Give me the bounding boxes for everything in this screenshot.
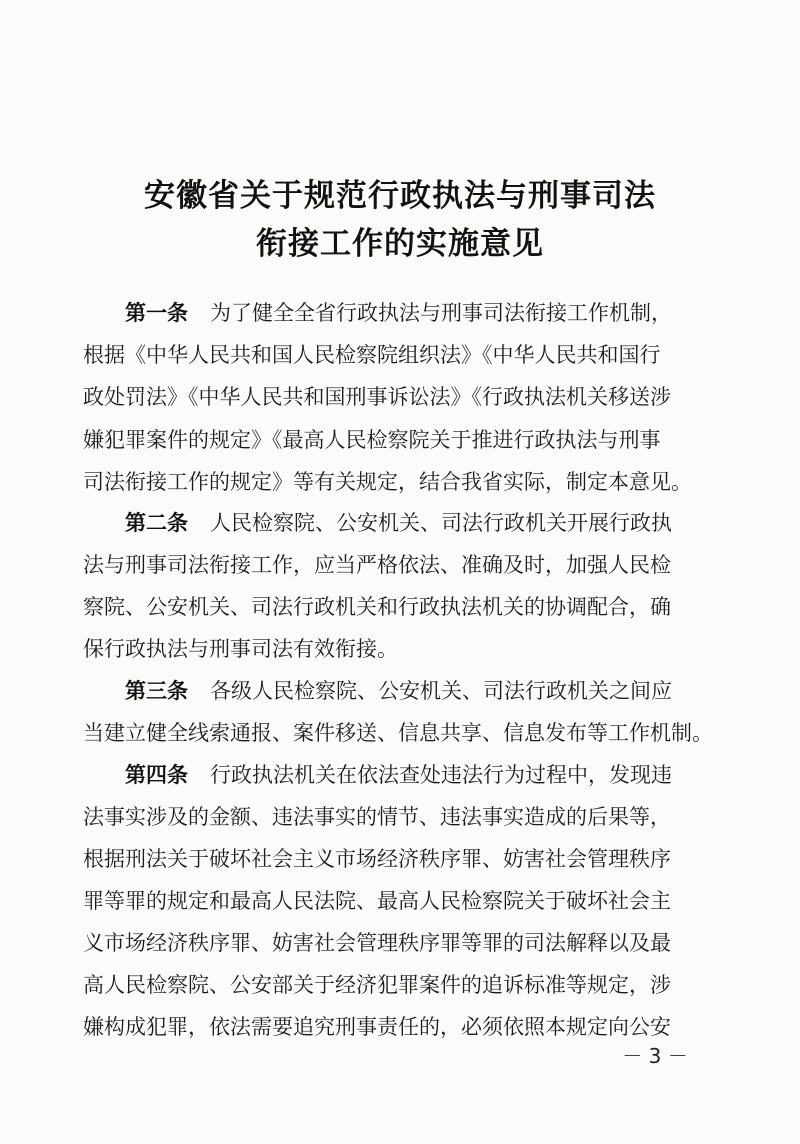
article-1-heading: 第一条 (125, 301, 188, 325)
article-1-line-2: 根据《中华人民共和国人民检察院组织法》《中华人民共和国行 (83, 343, 661, 367)
article-4-line-3: 根据刑法关于破坏社会主义市场经济秩序罪、妨害社会管理秩序 (83, 847, 671, 871)
page-number: － 3 － (622, 1044, 688, 1068)
article-4-line-4: 罪等罪的规定和最高人民法院、最高人民检察院关于破坏社会主 (83, 889, 671, 913)
article-3-heading: 第三条 (125, 679, 188, 703)
article-4-line-5: 义市场经济秩序罪、妨害社会管理秩序罪等罪的司法解释以及最 (83, 931, 671, 955)
article-4-line-6: 高人民检察院、公安部关于经济犯罪案件的追诉标准等规定，涉 (83, 973, 671, 997)
article-3-first-line (83, 676, 723, 706)
article-1-line-4: 嫌犯罪案件的规定》《最高人民检察院关于推进行政执法与刑事 (83, 428, 661, 452)
article-1-first-line (83, 298, 723, 328)
article-2-line-4: 保行政执法与刑事司法有效衔接。 (83, 637, 398, 661)
document-title-line-1: 安徽省关于规范行政执法与刑事司法 (144, 178, 656, 214)
article-4-line-1: 行政执法机关在依法查处违法行为过程中，发现违 (210, 763, 672, 787)
article-1-line-1: 为了健全全省行政执法与刑事司法衔接工作机制， (210, 301, 672, 325)
article-3-line-2: 当建立健全线索通报、案件移送、信息共享、信息发布等工作机制。 (83, 721, 713, 745)
article-4-line-2: 法事实涉及的金额、违法事实的情节、违法事实造成的后果等， (83, 805, 671, 829)
article-2-line-2: 法与刑事司法衔接工作，应当严格依法、准确及时，加强人民检 (83, 553, 671, 577)
article-2-line-3: 察院、公安机关、司法行政机关和行政执法机关的协调配合，确 (83, 595, 671, 619)
article-1-line-3: 政处罚法》《中华人民共和国刑事诉讼法》《行政执法机关移送涉 (83, 385, 671, 409)
document-title-line-2: 衔接工作的实施意见 (256, 226, 544, 262)
article-4-line-7: 嫌构成犯罪，依法需要追究刑事责任的，必须依照本规定向公安 (83, 1015, 671, 1039)
article-4-heading: 第四条 (125, 763, 188, 787)
article-3-line-1: 各级人民检察院、公安机关、司法行政机关之间应 (210, 679, 672, 703)
article-2-heading: 第二条 (125, 511, 188, 535)
article-2-first-line (83, 508, 723, 538)
article-4-first-line (83, 760, 723, 790)
article-1-line-5: 司法衔接工作的规定》等有关规定，结合我省实际，制定本意见。 (83, 470, 692, 494)
article-2-line-1: 人民检察院、公安机关、司法行政机关开展行政执 (210, 511, 672, 535)
